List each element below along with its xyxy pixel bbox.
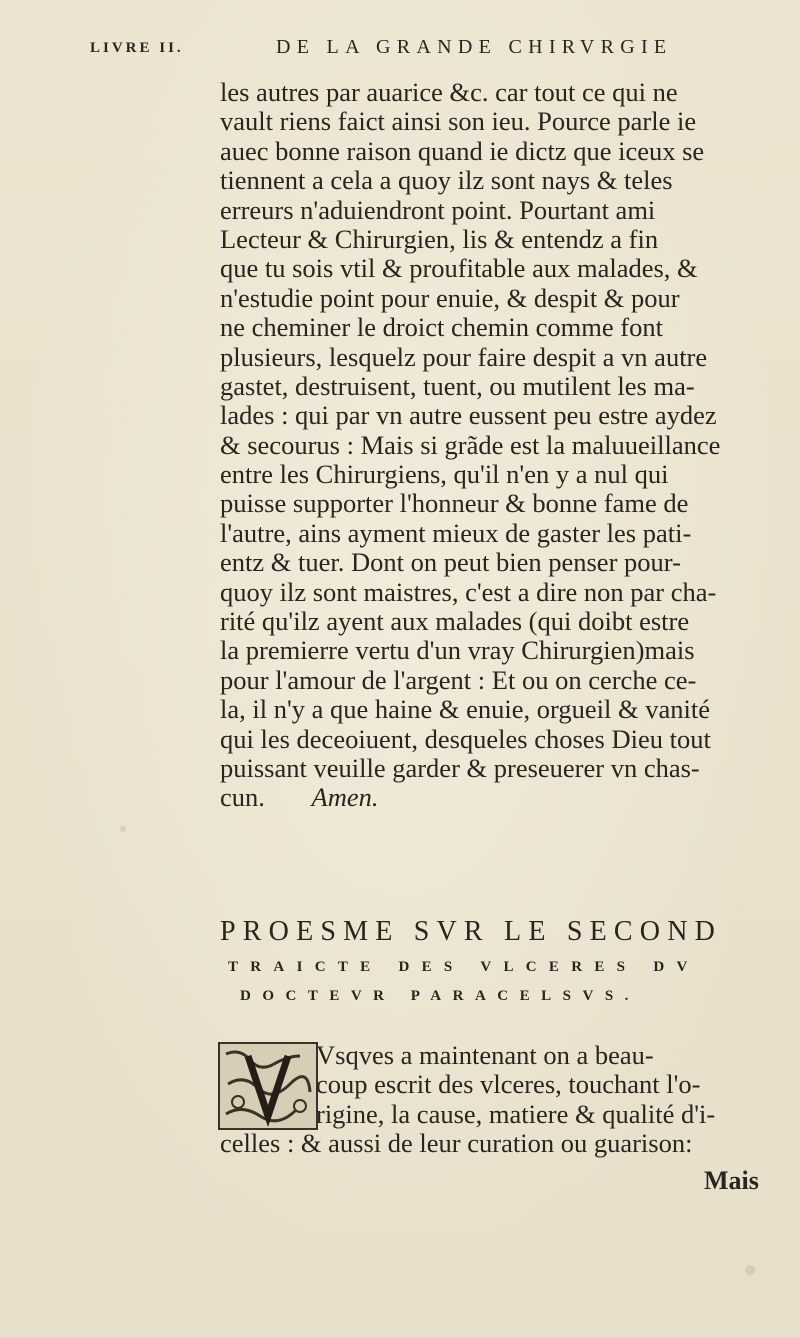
text-line: l'autre, ains ayment mieux de gaster les pati-	[220, 517, 692, 548]
section-title: PROESME SVR LE SECOND	[220, 916, 723, 947]
text-line: qui les deceoiuent, desqueles choses Dieu tout	[220, 723, 711, 754]
amen: Amen.	[311, 782, 379, 813]
text-line: rigine, la cause, matiere & qualité d'i-	[316, 1098, 716, 1129]
last-line-text: cun.	[220, 782, 265, 813]
text-line: coup escrit des vlceres, touchant l'o-	[316, 1069, 701, 1100]
text-line: Lecteur & Chirurgien, lis & entendz a fin	[220, 223, 659, 254]
text-line: quoy ilz sont maistres, c'est a dire non par cha-	[220, 576, 717, 607]
text-line: celles : & aussi de leur curation ou guarison:	[220, 1128, 693, 1159]
text-line: n'estudie point pour enuie, & despit & pour	[220, 282, 680, 313]
text-line: tiennent a cela a quoy ilz sont nays & teles	[220, 165, 673, 196]
running-head: DE LA GRANDE CHIRVRGIE	[276, 36, 673, 58]
foxing-spot	[745, 1265, 755, 1275]
text-line: la premierre vertu d'un vray Chirurgien)mais	[220, 635, 695, 666]
text-line: lades : qui par vn autre eussent peu estre aydez	[220, 400, 717, 431]
foxing-spot	[120, 826, 126, 832]
catchword: Mais	[704, 1166, 759, 1195]
text-line: que tu sois vtil & proufitable aux malades, &	[220, 253, 698, 284]
text-line: pour l'amour de l'argent : Et ou on cerche ce-	[220, 664, 697, 695]
section-subtitle-continued: DOCTEVR PARACELSVS.	[240, 988, 640, 1004]
text-line: vault riens faict ainsi son ieu. Pource parle ie	[220, 106, 697, 137]
text-line: erreurs n'aduiendront point. Pourtant ami	[220, 194, 656, 225]
text-line: Vsqves a maintenant on a beau-	[316, 1040, 654, 1070]
text-line: puissant veuille garder & preseuerer vn chas-	[220, 752, 700, 783]
page-header	[0, 36, 800, 66]
closing-line	[220, 783, 780, 812]
second-paragraph	[220, 1040, 780, 1158]
text-line: & secourus : Mais si grãde est la maluueillance	[220, 429, 721, 460]
book-number: LIVRE II.	[90, 40, 184, 56]
text-line: les autres par auarice &c. car tout ce qui ne	[220, 77, 678, 107]
main-paragraph	[220, 78, 780, 813]
text-line: entre les Chirurgiens, qu'il n'en y a nul qui	[220, 459, 669, 490]
text-line: rité qu'ilz ayent aux malades (qui doibt estre	[220, 606, 690, 637]
text-line: gastet, destruisent, tuent, ou mutilent les ma-	[220, 370, 695, 401]
section-subtitle: TRAICTE DES VLCERES DV	[228, 959, 700, 975]
text-line: la, il n'y a que haine & enuie, orgueil & vanité	[220, 694, 710, 725]
text-line: plusieurs, lesquelz pour faire despit a vn autre	[220, 341, 708, 372]
text-line: auec bonne raison quand ie dictz que iceux se	[220, 135, 705, 166]
text-line: entz & tuer. Dont on peut bien penser pour-	[220, 547, 681, 578]
text-line: ne cheminer le droict chemin comme font	[220, 312, 663, 343]
text-line: puisse supporter l'honneur & bonne fame de	[220, 488, 689, 519]
